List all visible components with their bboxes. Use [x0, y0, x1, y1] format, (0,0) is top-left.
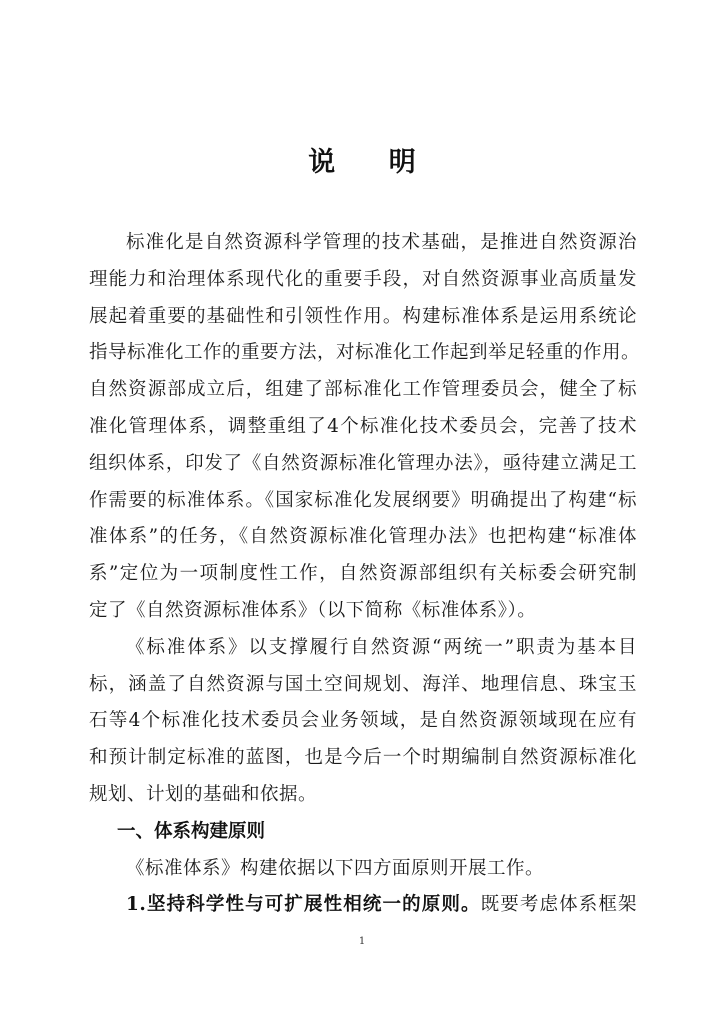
- principle-1-title: 1.坚持科学性与可扩展性相统一的原则。: [126, 894, 481, 916]
- paragraph-2-line-1: 《标准体系》以支撑履行自然资源“两统一”职责为基本目: [126, 636, 637, 658]
- paragraph-2-line-3: 石等4个标准化技术委员会业务领域，是自然资源领域现在应有: [89, 710, 637, 732]
- paragraph-1-line-7: 组织体系，印发了《自然资源标准化管理办法》，亟待建立满足工: [89, 452, 637, 474]
- section-heading: 一、体系构建原则: [117, 820, 266, 842]
- paragraph-1-line-5: 自然资源部成立后，组建了部标准化工作管理委员会，健全了标: [89, 379, 637, 401]
- principle-1-text: 既要考虑体系框架: [480, 894, 637, 916]
- paragraph-2-line-2: 标，涵盖了自然资源与国土空间规划、海洋、地理信息、珠宝玉: [89, 673, 637, 695]
- paragraph-1-line-2: 理能力和治理体系现代化的重要手段，对自然资源事业高质量发: [89, 268, 637, 290]
- paragraph-1-line-4: 指导标准化工作的重要方法，对标准化工作起到举足轻重的作用。: [89, 342, 641, 364]
- section-intro: 《标准体系》构建依据以下四方面原则开展工作。: [126, 857, 545, 879]
- paragraph-1-line-3: 展起着重要的基础性和引领性作用。构建标准体系是运用系统论: [89, 305, 637, 327]
- paragraph-1-line-8: 作需要的标准体系。《国家标准化发展纲要》明确提出了构建“标: [89, 489, 637, 511]
- paragraph-2-line-4: 和预计制定标准的蓝图，也是今后一个时期编制自然资源标准化: [89, 747, 637, 769]
- paragraph-2-line-5: 规划、计划的基础和依据。: [89, 783, 318, 805]
- principle-1-line: [89, 887, 637, 924]
- paragraph-1-line-10: 系”定位为一项制度性工作，自然资源部组织有关标委会研究制: [89, 563, 637, 585]
- paragraph-1-line-9: 准体系”的任务，《自然资源标准化管理办法》也把构建“标准体: [89, 526, 637, 548]
- paragraph-1-line-11: 定了《自然资源标准体系》（以下简称《标准体系》）。: [89, 599, 537, 621]
- page-number: 1: [358, 936, 366, 947]
- document-body: [89, 225, 641, 924]
- page-title: 说 明: [308, 147, 438, 178]
- paragraph-1-line-1: 标准化是自然资源科学管理的技术基础，是推进自然资源治: [126, 232, 637, 253]
- paragraph-1-line-6: 准化管理体系，调整重组了4个标准化技术委员会，完善了技术: [89, 415, 637, 437]
